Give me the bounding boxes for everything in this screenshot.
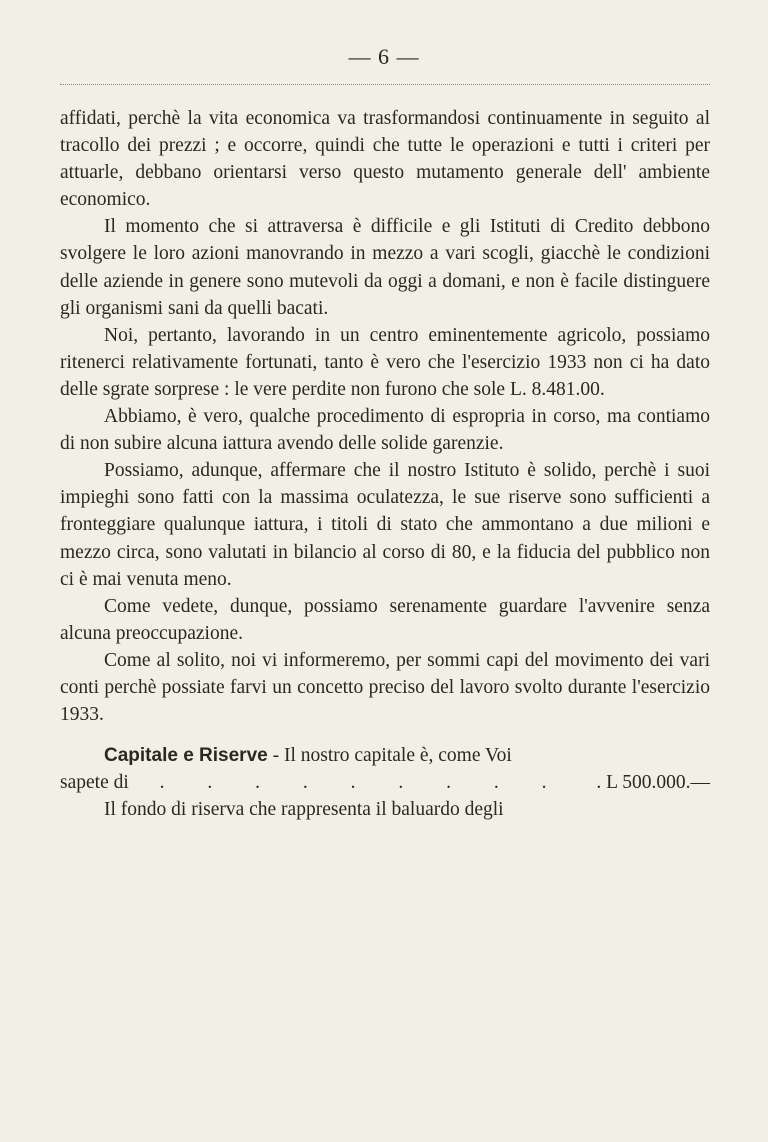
capital-amount-row <box>60 769 710 796</box>
header-divider <box>60 84 710 85</box>
page-number: — 6 — <box>348 44 420 69</box>
section-separator: - <box>267 745 284 767</box>
paragraph-3: Noi, pertanto, lavorando in un centro eminentemente agricolo, possiamo ritenerci relativamente fortunati, tanto è vero che l'esercizio 1933 non ci ha dato delle sgrate sorprese : le vere perdite non furono che sole L. 8.481.00. <box>60 324 710 400</box>
paragraph-2: Il momento che si attraversa è difficile e gli Istituti di Credito debbono svolgere le loro azioni manovrando in mezzo a vari scogli, giacchè le condizioni delle aziende in genere sono mutevoli da oggi a domani, e non è facile distinguere gli organismi sani da quelli bacati. <box>60 216 710 319</box>
section-next-line: Il fondo di riserva che rappresenta il baluardo degli <box>104 799 504 821</box>
dot-leader: . . . . . . . . . <box>159 772 566 794</box>
paragraph-7: Come al solito, noi vi informeremo, per sommi capi del movimento dei vari conti perchè possiate farvi un concetto preciso del lavoro svolto durante l'esercizio 1933. <box>60 649 710 726</box>
section-capitale <box>60 742 710 769</box>
paragraph-4: Abbiamo, è vero, qualche procedimento di espropria in corso, ma contiamo di non subire alcuna iattura avendo delle solide garenzie. <box>60 406 710 455</box>
section-text-line1: Il nostro capitale è, come Voi <box>283 745 512 767</box>
paragraph-1: affidati, perchè la vita economica va trasformandosi continuamente in seguito al tracollo dei prezzi ; e occorre, quindi che tutte le operazioni e tutti i criteri per attuarle, debbano orientarsi verso questo mutamento generale dell' ambiente economico. <box>60 108 710 211</box>
section-heading: Capitale e Riserve <box>104 745 268 767</box>
capital-label: sapete di <box>60 772 129 794</box>
paragraph-5: Possiamo, adunque, affermare che il nostro Istituto è solido, perchè i suoi impieghi sono fatti con la massima oculatezza, le sue riserve sono sufficienti a fronteggiare qualunque iattura, i titoli di stato che ammontano a due milioni e mezzo circa, sono valutati in bilancio al corso di 80, e la fiducia del pubblico non ci è mai venuta meno. <box>60 460 710 590</box>
body-text <box>60 105 710 823</box>
capital-amount: . L 500.000.— <box>596 772 710 794</box>
paragraph-6: Come vedete, dunque, possiamo serenamente guardare l'avvenire senza alcuna preoccupazione. <box>60 595 710 644</box>
